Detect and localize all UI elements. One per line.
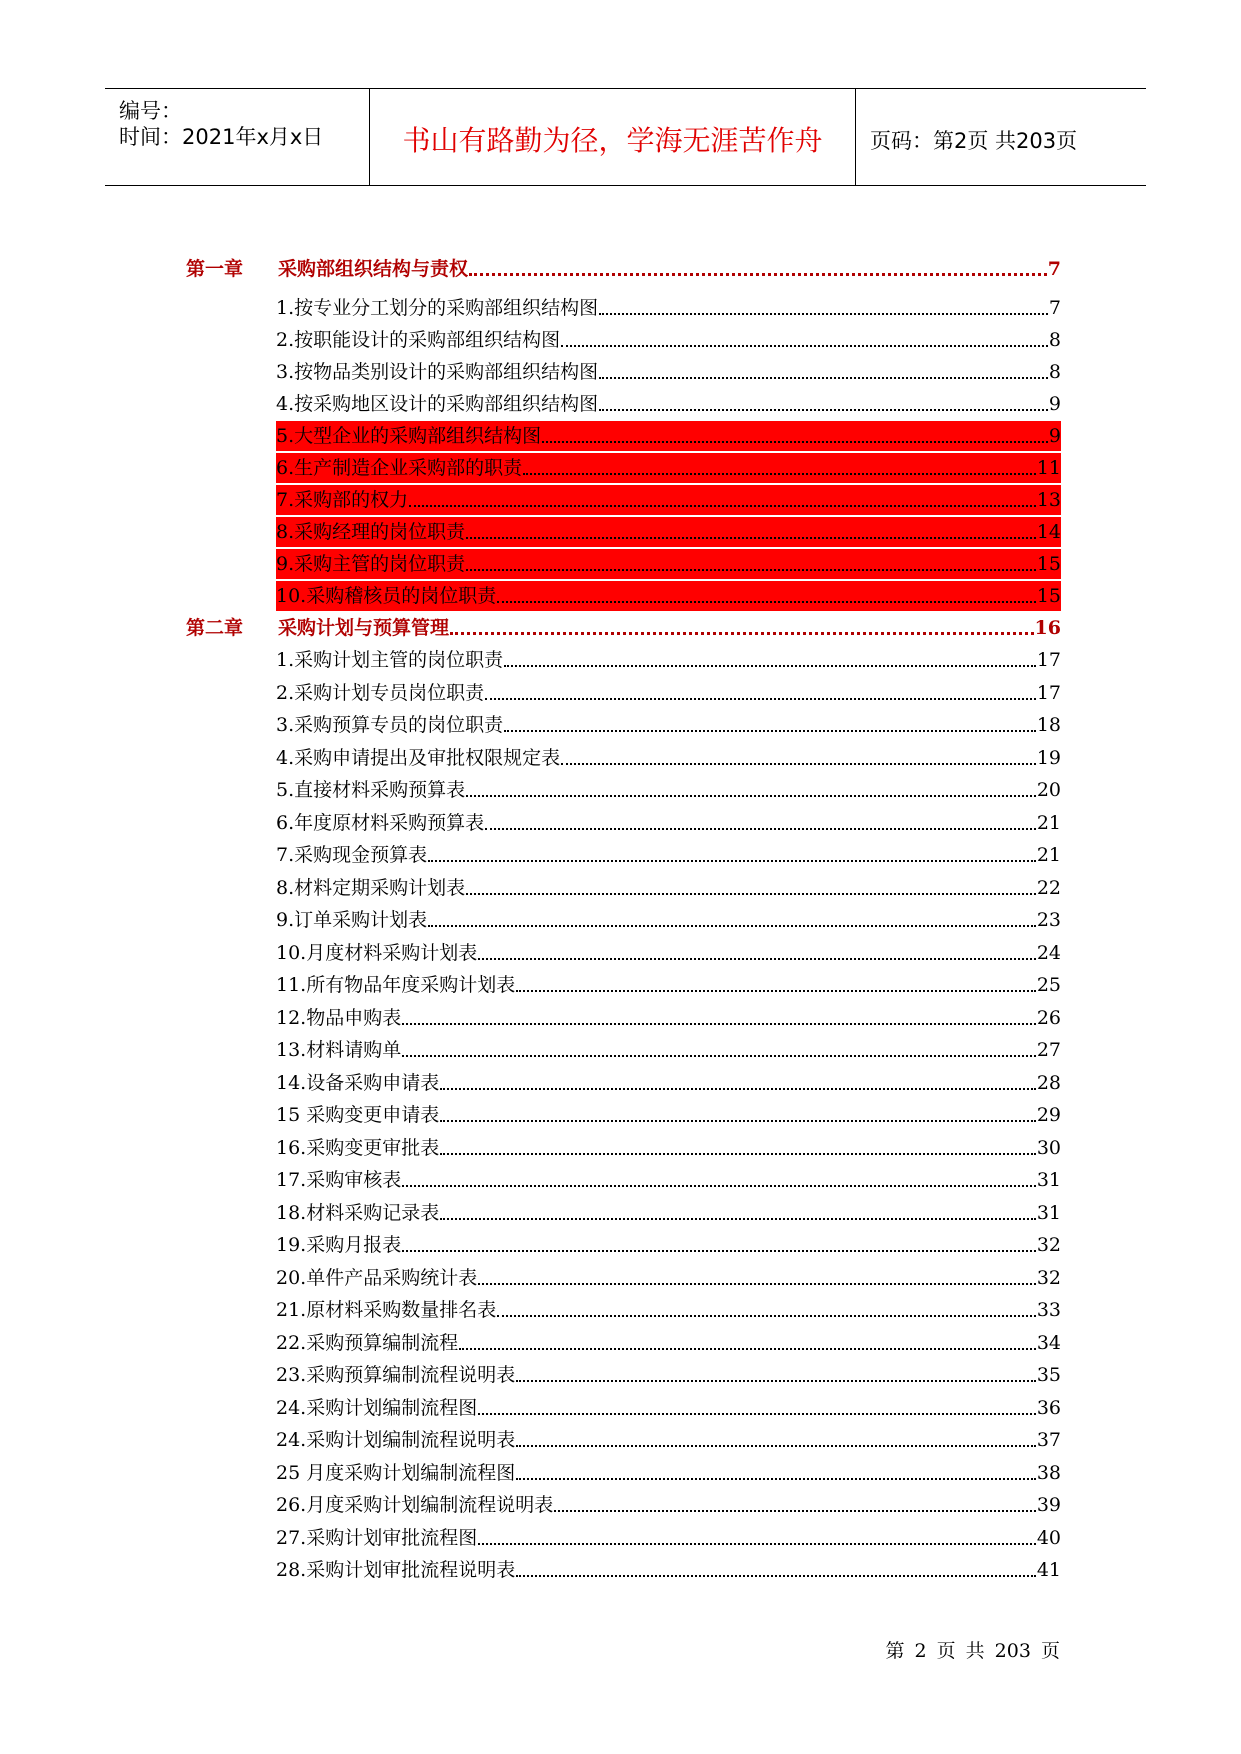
leader-dots xyxy=(440,1217,1036,1220)
toc-item-page: 38 xyxy=(1036,1462,1061,1484)
toc-item-page: 25 xyxy=(1036,974,1061,996)
toc-item-page: 23 xyxy=(1036,909,1061,931)
toc-item-page: 15 xyxy=(1036,585,1061,607)
leader-dots xyxy=(466,536,1036,539)
toc-item[interactable] xyxy=(276,389,1061,419)
toc-item-title: 24.采购计划编制流程图 xyxy=(276,1397,478,1419)
toc-item[interactable] xyxy=(276,1035,1061,1065)
toc-item-page: 24 xyxy=(1036,942,1061,964)
toc-item[interactable] xyxy=(276,1068,1061,1098)
chapter-title: 采购计划与预算管理 xyxy=(278,617,450,639)
header-page-cell xyxy=(856,89,1146,185)
leader-dots xyxy=(466,568,1036,571)
toc-item-page: 21 xyxy=(1036,812,1061,834)
toc-item-title: 5.大型企业的采购部组织结构图 xyxy=(276,425,542,447)
document-number-label: 编号： xyxy=(119,99,182,123)
toc-item-title: 16.采购变更审批表 xyxy=(276,1137,440,1159)
toc-item[interactable] xyxy=(276,1490,1061,1520)
toc-item-title: 28.采购计划审批流程说明表 xyxy=(276,1559,516,1581)
toc-item[interactable] xyxy=(276,775,1061,805)
leader-dots xyxy=(440,1087,1036,1090)
toc-item-page: 41 xyxy=(1036,1559,1061,1581)
toc-item[interactable] xyxy=(276,938,1061,968)
toc-item-title: 2.采购计划专员岗位职责 xyxy=(276,682,485,704)
toc-item[interactable] xyxy=(276,1003,1061,1033)
leader-dots xyxy=(409,504,1036,507)
toc-item-title: 8.采购经理的岗位职责 xyxy=(276,521,466,543)
toc-item[interactable] xyxy=(276,905,1061,935)
toc-item-page: 8 xyxy=(1048,329,1061,351)
header-page-info: 页码：第2页 共203页 xyxy=(870,129,1078,153)
leader-dots xyxy=(459,1347,1036,1350)
chapter-title: 采购部组织结构与责权 xyxy=(278,258,469,280)
toc-item[interactable] xyxy=(276,970,1061,1000)
toc-item-page: 28 xyxy=(1036,1072,1061,1094)
toc-item-page: 9 xyxy=(1048,393,1061,415)
toc-item[interactable] xyxy=(276,1393,1061,1423)
toc-item-title: 14.设备采购申请表 xyxy=(276,1072,440,1094)
toc-item[interactable] xyxy=(276,710,1061,740)
leader-dots xyxy=(516,1379,1036,1382)
toc-item-title: 15 采购变更申请表 xyxy=(276,1104,440,1126)
toc-item-title: 26.月度采购计划编制流程说明表 xyxy=(276,1494,554,1516)
toc-item[interactable] xyxy=(276,840,1061,870)
toc-item-page: 13 xyxy=(1036,489,1061,511)
toc-item-page: 31 xyxy=(1036,1169,1061,1191)
page-footer: 第 2 页 共 203 页 xyxy=(885,1640,1060,1662)
toc-item[interactable] xyxy=(276,1230,1061,1260)
leader-dots xyxy=(561,762,1036,765)
leader-dots xyxy=(450,631,1034,635)
toc-item[interactable] xyxy=(276,1198,1061,1228)
toc-item-page: 8 xyxy=(1048,361,1061,383)
leader-dots xyxy=(440,1119,1036,1122)
toc-item[interactable] xyxy=(276,1458,1061,1488)
leader-dots xyxy=(599,312,1048,315)
leader-dots xyxy=(478,957,1036,960)
toc-item-title: 1.按专业分工划分的采购部组织结构图 xyxy=(276,297,599,319)
leader-dots xyxy=(402,1249,1036,1252)
toc-chapter-1[interactable] xyxy=(186,254,1061,284)
toc-item[interactable] xyxy=(276,743,1061,773)
toc-item-page: 34 xyxy=(1036,1332,1061,1354)
leader-dots xyxy=(440,1152,1036,1155)
toc-item[interactable] xyxy=(276,325,1061,355)
toc-item-title: 13.材料请购单 xyxy=(276,1039,402,1061)
toc-chapter-2[interactable] xyxy=(186,613,1061,643)
chapter-number: 第二章 xyxy=(186,617,244,639)
toc-item-page: 29 xyxy=(1036,1104,1061,1126)
toc-item-title: 17.采购审核表 xyxy=(276,1169,402,1191)
leader-dots xyxy=(402,1184,1036,1187)
toc-item[interactable] xyxy=(276,645,1061,675)
toc-item-page: 21 xyxy=(1036,844,1061,866)
toc-item-title: 10.月度材料采购计划表 xyxy=(276,942,478,964)
leader-dots xyxy=(504,729,1036,732)
leader-dots xyxy=(428,924,1036,927)
toc-item-title: 12.物品申购表 xyxy=(276,1007,402,1029)
toc-item-highlighted[interactable] xyxy=(276,453,1061,483)
leader-dots xyxy=(504,664,1036,667)
leader-dots xyxy=(542,440,1048,443)
toc-item[interactable] xyxy=(276,678,1061,708)
toc-item-page: 32 xyxy=(1036,1267,1061,1289)
toc-item-title: 21.原材料采购数量排名表 xyxy=(276,1299,497,1321)
leader-dots xyxy=(478,1282,1036,1285)
toc-item-page: 30 xyxy=(1036,1137,1061,1159)
leader-dots xyxy=(516,1444,1036,1447)
toc-item-page: 15 xyxy=(1036,553,1061,575)
toc-item-title: 9.订单采购计划表 xyxy=(276,909,428,931)
leader-dots xyxy=(497,600,1036,603)
toc-item-page: 39 xyxy=(1036,1494,1061,1516)
toc-item[interactable] xyxy=(276,873,1061,903)
toc-item[interactable] xyxy=(276,1360,1061,1390)
toc-item-title: 20.单件产品采购统计表 xyxy=(276,1267,478,1289)
toc-item-title: 9.采购主管的岗位职责 xyxy=(276,553,466,575)
toc-item-title: 7.采购现金预算表 xyxy=(276,844,428,866)
leader-dots xyxy=(523,472,1036,475)
toc-item-page: 17 xyxy=(1036,682,1061,704)
chapter-page: 16 xyxy=(1034,617,1061,639)
leader-dots xyxy=(466,794,1036,797)
toc-item-title: 11.所有物品年度采购计划表 xyxy=(276,974,516,996)
toc-item-page: 22 xyxy=(1036,877,1061,899)
toc-item-title: 3.采购预算专员的岗位职责 xyxy=(276,714,504,736)
leader-dots xyxy=(516,989,1036,992)
toc-item-page: 32 xyxy=(1036,1234,1061,1256)
toc-item-highlighted[interactable] xyxy=(276,549,1061,579)
toc-item-highlighted[interactable] xyxy=(276,485,1061,515)
toc-item-page: 14 xyxy=(1036,521,1061,543)
leader-dots xyxy=(428,859,1036,862)
toc-item-highlighted[interactable] xyxy=(276,517,1061,547)
toc-item-page: 11 xyxy=(1036,457,1061,479)
toc-item-title: 3.按物品类别设计的采购部组织结构图 xyxy=(276,361,599,383)
toc-item-title: 7.采购部的权力 xyxy=(276,489,409,511)
leader-dots xyxy=(478,1542,1036,1545)
toc-item-page: 27 xyxy=(1036,1039,1061,1061)
toc-item-title: 18.材料采购记录表 xyxy=(276,1202,440,1224)
toc-item-title: 8.材料定期采购计划表 xyxy=(276,877,466,899)
toc-item-page: 19 xyxy=(1036,747,1061,769)
toc-item-page: 31 xyxy=(1036,1202,1061,1224)
toc-item-title: 1.采购计划主管的岗位职责 xyxy=(276,649,504,671)
toc-item[interactable] xyxy=(276,808,1061,838)
leader-dots xyxy=(485,827,1036,830)
toc-item[interactable] xyxy=(276,1425,1061,1455)
toc-item-page: 40 xyxy=(1036,1527,1061,1549)
toc-item-highlighted[interactable] xyxy=(276,421,1061,451)
leader-dots xyxy=(561,344,1048,347)
toc-item-title: 2.按职能设计的采购部组织结构图 xyxy=(276,329,561,351)
toc-item-title: 25 月度采购计划编制流程图 xyxy=(276,1462,516,1484)
leader-dots xyxy=(516,1477,1036,1480)
toc-item-title: 23.采购预算编制流程说明表 xyxy=(276,1364,516,1386)
toc-item[interactable] xyxy=(276,293,1061,323)
chapter-page: 7 xyxy=(1047,258,1061,280)
toc-item[interactable] xyxy=(276,1555,1061,1585)
toc-item[interactable] xyxy=(276,357,1061,387)
document-time: 时间：2021年x月x日 xyxy=(119,125,324,149)
leader-dots xyxy=(599,408,1048,411)
toc-item-highlighted[interactable] xyxy=(276,581,1061,611)
leader-dots xyxy=(516,1574,1036,1577)
toc-item-title: 6.年度原材料采购预算表 xyxy=(276,812,485,834)
toc-item[interactable] xyxy=(276,1100,1061,1130)
toc-item-title: 5.直接材料采购预算表 xyxy=(276,779,466,801)
toc-item[interactable] xyxy=(276,1263,1061,1293)
toc-item[interactable] xyxy=(276,1295,1061,1325)
toc-item-page: 37 xyxy=(1036,1429,1061,1451)
page-header xyxy=(105,88,1146,186)
leader-dots xyxy=(599,376,1048,379)
leader-dots xyxy=(485,697,1036,700)
toc-item-page: 26 xyxy=(1036,1007,1061,1029)
leader-dots xyxy=(469,272,1047,276)
toc-item-page: 36 xyxy=(1036,1397,1061,1419)
header-motto-cell xyxy=(370,89,856,185)
toc-item-page: 33 xyxy=(1036,1299,1061,1321)
toc-item-title: 6.生产制造企业采购部的职责 xyxy=(276,457,523,479)
chapter-number: 第一章 xyxy=(186,258,244,280)
toc-item-title: 4.按采购地区设计的采购部组织结构图 xyxy=(276,393,599,415)
toc-item-title: 24.采购计划编制流程说明表 xyxy=(276,1429,516,1451)
toc-item-page: 20 xyxy=(1036,779,1061,801)
toc-item[interactable] xyxy=(276,1165,1061,1195)
leader-dots xyxy=(478,1412,1036,1415)
leader-dots xyxy=(554,1509,1036,1512)
toc-item-page: 7 xyxy=(1048,297,1061,319)
toc-item-title: 19.采购月报表 xyxy=(276,1234,402,1256)
toc-item[interactable] xyxy=(276,1133,1061,1163)
toc-item-page: 18 xyxy=(1036,714,1061,736)
header-meta-cell xyxy=(105,89,370,185)
toc-item-title: 27.采购计划审批流程图 xyxy=(276,1527,478,1549)
leader-dots xyxy=(402,1022,1036,1025)
toc-item-title: 10.采购稽核员的岗位职责 xyxy=(276,585,497,607)
motto-text: 书山有路勤为径，学海无涯苦作舟 xyxy=(402,124,823,157)
leader-dots xyxy=(497,1314,1036,1317)
leader-dots xyxy=(466,892,1036,895)
toc-item-page: 17 xyxy=(1036,649,1061,671)
leader-dots xyxy=(402,1054,1036,1057)
toc-item[interactable] xyxy=(276,1328,1061,1358)
toc-item-page: 9 xyxy=(1048,425,1061,447)
toc-item-title: 4.采购申请提出及审批权限规定表 xyxy=(276,747,561,769)
toc-item[interactable] xyxy=(276,1523,1061,1553)
toc-item-page: 35 xyxy=(1036,1364,1061,1386)
toc-item-title: 22.采购预算编制流程 xyxy=(276,1332,459,1354)
